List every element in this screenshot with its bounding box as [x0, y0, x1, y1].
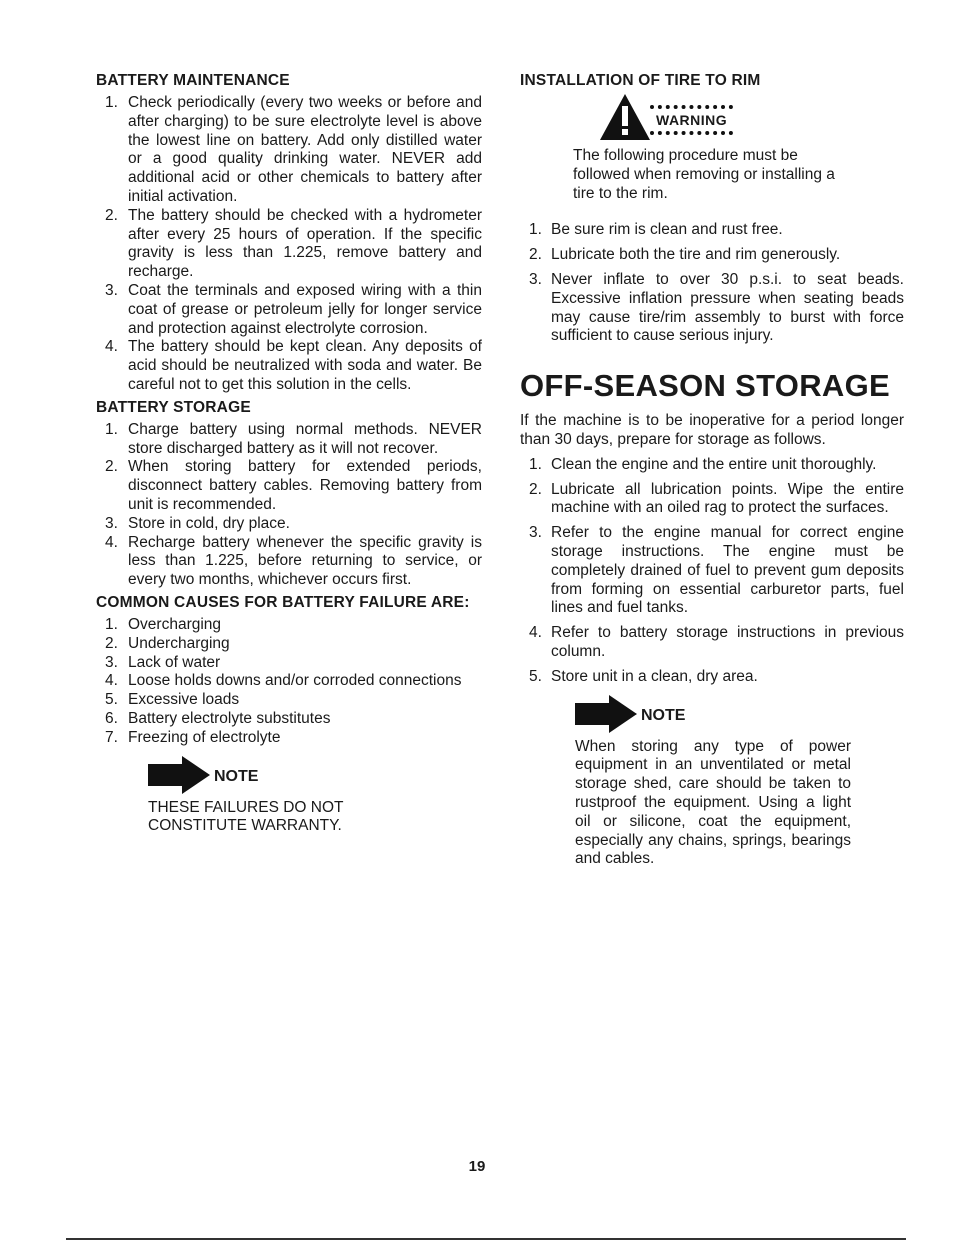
list-item — [520, 221, 904, 240]
list-item — [96, 729, 482, 748]
common-causes-section — [96, 594, 482, 748]
list-item — [96, 338, 482, 394]
list-item-text: Loose holds downs and/or corroded connections — [128, 672, 462, 690]
list-item-number: 1. — [529, 221, 542, 239]
list-item-text: Never inflate to over 30 p.s.i. to seat beads. Excessive inflation pressure when seating beads may cause tire/rim assembly to burst with force sufficient to cause serious injury. — [551, 270, 904, 345]
off-season-storage-section — [520, 370, 904, 686]
list-item-text: Undercharging — [128, 634, 230, 652]
list-item — [96, 672, 482, 691]
bottom-rule — [66, 1238, 906, 1240]
list-item-text: Overcharging — [128, 615, 222, 633]
list-item-text: Store unit in a clean, dry area. — [551, 667, 758, 685]
note-label: NOTE — [214, 768, 259, 785]
list-item-text: Clean the engine and the entire unit thoroughly. — [551, 455, 877, 473]
list-item — [96, 94, 482, 207]
list-item — [96, 515, 482, 534]
list-item-number: 1. — [105, 615, 118, 633]
note-text: THESE FAILURES DO NOT CONSTITUTE WARRANTY. — [148, 798, 344, 835]
list-item — [96, 458, 482, 514]
list-item-text: Excessive loads — [128, 691, 240, 709]
note-text: When storing any type of power equipment in an unventilated or metal storage shed, care should be taken to rustproof the equipment. Using a light oil or silicone, coat the equipment, especially any chains, springs, bearings and cables. — [575, 737, 851, 868]
list-item-number: 4. — [105, 338, 118, 356]
list-item-number: 2. — [529, 480, 542, 498]
list-item-number: 1. — [105, 94, 118, 111]
list-item-text: Refer to the engine manual for correct engine storage instructions. The engine must be completely drained of fuel to prevent gum deposits from forming on essential carburetor parts, fuel lines and fuel tanks. — [551, 524, 904, 617]
list-item-text: Battery electrolyte substitutes — [128, 709, 331, 727]
list-item — [96, 635, 482, 654]
battery-maintenance-section — [96, 72, 482, 395]
list-item — [96, 616, 482, 635]
list-item-number: 4. — [105, 672, 118, 690]
off-season-title: OFF-SEASON STORAGE — [520, 368, 890, 404]
list-item — [520, 271, 904, 346]
tire-installation-list — [520, 221, 904, 346]
list-item-text: Recharge battery whenever the specific gravity is less than 1.225, before returning to service, or every two months, whichever occurs first. — [128, 533, 482, 589]
list-item-number: 3. — [105, 653, 118, 671]
list-item-number: 7. — [105, 728, 118, 746]
warning-banner — [600, 94, 904, 145]
page-number: 19 — [468, 1158, 486, 1175]
list-item-number: 3. — [529, 524, 542, 542]
tire-installation-section — [520, 72, 904, 346]
list-item-text: The battery should be kept clean. Any deposits of acid should be neutralized with soda and water. Be careful not to get this solution in the cells. — [128, 338, 482, 393]
note-heading — [148, 756, 482, 799]
list-item-text: Lubricate both the tire and rim generously. — [551, 246, 841, 264]
list-item — [520, 456, 904, 475]
list-item — [520, 624, 904, 662]
list-item-number: 2. — [105, 634, 118, 652]
list-item-text: Be sure rim is clean and rust free. — [551, 221, 783, 239]
list-item — [520, 481, 904, 519]
warning-triangle-icon — [600, 94, 650, 145]
list-item-number: 2. — [105, 458, 118, 476]
list-item-text: Refer to battery storage instructions in previous column. — [551, 624, 904, 660]
common-causes-list — [96, 616, 482, 748]
list-item-number: 6. — [105, 709, 118, 727]
list-item-number: 2. — [105, 206, 118, 224]
note-heading — [575, 695, 904, 738]
list-item — [96, 654, 482, 673]
list-item-number: 4. — [529, 624, 542, 642]
warning-text: The following procedure must be followed when removing or installing a tire to the rim. — [573, 147, 835, 202]
list-item-text: Freezing of electrolyte — [128, 728, 281, 746]
list-item-text: Lack of water — [128, 653, 221, 671]
list-item — [520, 668, 904, 687]
list-item-number: 1. — [105, 420, 118, 438]
list-item-number: 3. — [105, 281, 118, 299]
list-item — [96, 282, 482, 338]
list-item-number: 1. — [529, 455, 542, 473]
list-item-text: Lubricate all lubrication points. Wipe the entire machine with an oiled rag to protect the surfaces. — [551, 480, 904, 517]
list-item-number: 5. — [105, 691, 118, 709]
list-item-text: Store in cold, dry place. — [128, 514, 290, 532]
arrow-right-icon — [575, 695, 637, 738]
list-item-text: The battery should be checked with a hydrometer after every 25 hours of operation. If the specific gravity is less than 1.225, remove battery and recharge. — [128, 206, 482, 281]
section-heading: INSTALLATION OF TIRE TO RIM — [520, 72, 761, 89]
section-heading: BATTERY MAINTENANCE — [96, 72, 290, 89]
list-item-number: 4. — [105, 533, 118, 551]
left-column — [96, 72, 482, 836]
section-heading: BATTERY STORAGE — [96, 398, 251, 416]
list-item — [520, 524, 904, 618]
list-item — [520, 246, 904, 265]
list-item-text: When storing battery for extended periods, disconnect battery cables. Removing battery from unit is recommended. — [128, 458, 482, 513]
note-label: NOTE — [641, 707, 686, 725]
list-item — [96, 421, 482, 459]
list-item-number: 3. — [105, 514, 118, 532]
battery-storage-list — [96, 421, 482, 590]
warning-label: WARNING — [650, 105, 733, 135]
list-item-number: 3. — [529, 270, 542, 288]
note-block — [575, 695, 904, 870]
battery-storage-section — [96, 399, 482, 590]
list-item — [96, 207, 482, 282]
list-item — [96, 710, 482, 729]
note-block — [148, 756, 482, 837]
right-column — [520, 72, 904, 869]
off-season-intro: If the machine is to be inoperative for a period longer than 30 days, prepare for storage as follows. — [520, 412, 904, 448]
list-item-number: 2. — [529, 246, 542, 264]
arrow-right-icon — [148, 756, 210, 799]
list-item-text: Charge battery using normal methods. NEVER store discharged battery as it will not recover. — [128, 420, 482, 457]
list-item-text: Check periodically (every two weeks or before and after charging) to be sure electrolyte level is above the lowest line on battery. Add only distilled water or a good quality drinking water. NEVER add additional acid or other chemicals to battery after initial activation. — [128, 94, 482, 205]
off-season-list — [520, 456, 904, 687]
list-item — [96, 534, 482, 590]
list-item-number: 5. — [529, 667, 542, 685]
battery-maintenance-list — [96, 94, 482, 395]
list-item — [96, 691, 482, 710]
section-heading: COMMON CAUSES FOR BATTERY FAILURE ARE: — [96, 593, 470, 611]
list-item-text: Coat the terminals and exposed wiring with a thin coat of grease or petroleum jelly for longer service and protection against electrolyte corrosion. — [128, 281, 482, 337]
